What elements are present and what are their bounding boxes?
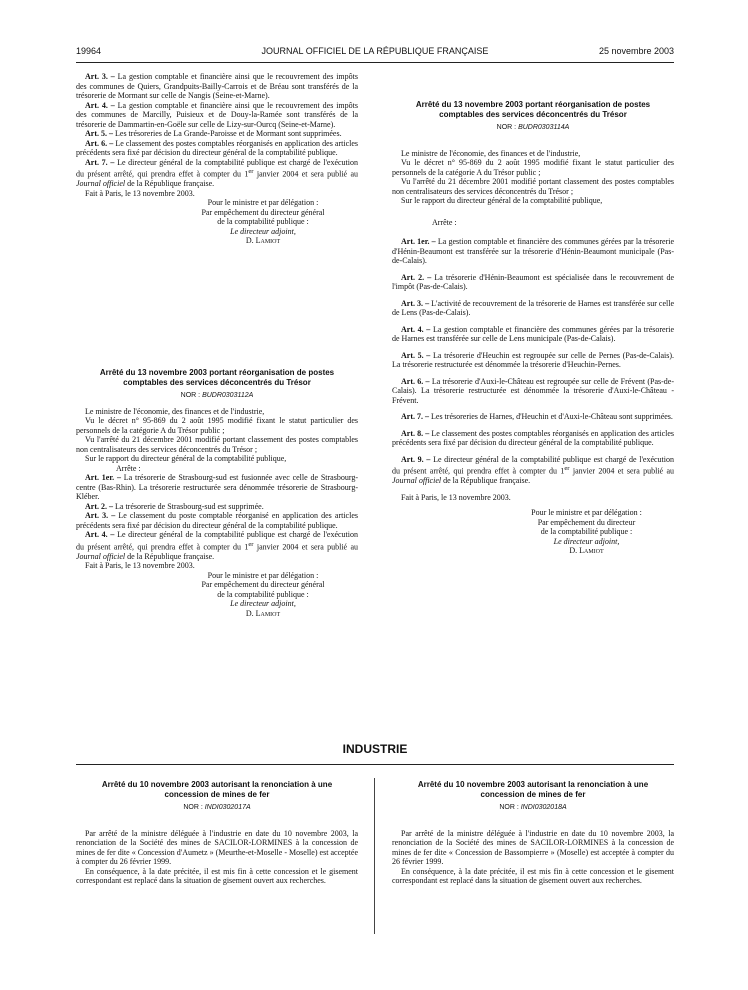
body-paragraph: Par arrêté de la ministre déléguée à l'industrie en date du 10 novembre 2003, la renonciation de la Société des mines de SACILOR-LORMINES à la concession de mines de fer dite « Concession de Bassompierre » (Moselle) est acceptée à compter du 26 février 1999. bbox=[392, 828, 674, 866]
fait-a-paris: Fait à Paris, le 13 novembre 2003. bbox=[85, 188, 195, 198]
decree-title: Arrêté du 13 novembre 2003 portant réorganisation de postes comptables des services déconcentrés du Trésor bbox=[415, 100, 651, 119]
section-rule bbox=[76, 764, 674, 765]
signature-block: Pour le ministre et par délégation : Par empêchement du directeur général de la comptabilité publique : Le directeur adjoint, D. Lamiot bbox=[201, 570, 325, 618]
preamble: Vu l'arrêté du 21 décembre 2001 modifié portant classement des postes comptables non centralisateurs des services déconcentrés du Trésor ; bbox=[392, 177, 674, 196]
decree-title: Arrêté du 10 novembre 2003 autorisant la renonciation à une concession de mines de fer bbox=[101, 780, 333, 799]
preamble: Vu l'arrêté du 21 décembre 2001 modifié portant classement des postes comptables non centralisateurs des services déconcentrés du Trésor ; bbox=[76, 435, 358, 454]
article: Art. 3. – La gestion comptable et financière ainsi que le recouvrement des impôts des communes de Quiers, Grandpuits-Bailly-Carrois et de Bréau sont transférés de la trésorerie de Mormant sur celle de Nangis (Seine-et-Marne). bbox=[76, 72, 358, 100]
preamble: Vu le décret n° 95-869 du 2 août 1995 modifié fixant le statut particulier des personnels de la catégorie A du Trésor public ; bbox=[392, 158, 674, 177]
arrete-label: Arrête : bbox=[432, 217, 457, 227]
decree-title: Arrêté du 10 novembre 2003 autorisant la renonciation à une concession de mines de fer bbox=[417, 780, 649, 799]
page-header bbox=[76, 46, 674, 60]
body-paragraph: Par arrêté de la ministre déléguée à l'industrie en date du 10 novembre 2003, la renonciation de la Société des mines de SACILOR-LORMINES à la concession de mines de fer dite « Concession d'Aumetz » (Meurthe-et-Moselle - Moselle) est acceptée à compter du 26 février 1999. bbox=[76, 828, 358, 866]
column-divider bbox=[374, 778, 375, 934]
body-paragraph: En conséquence, à la date précitée, il est mis fin à cette concession et le gisement correspondant est replacé dans la situation de gisement ouvert aux recherches. bbox=[392, 866, 674, 885]
preamble: Vu le décret n° 95-869 du 2 août 1995 modifié fixant le statut particulier des personnels de la catégorie A du Trésor public ; bbox=[76, 416, 358, 435]
left-top-block bbox=[76, 72, 358, 246]
journal-title: JOURNAL OFFICIEL DE LA RÉPUBLIQUE FRANÇAISE bbox=[261, 46, 489, 56]
signature-block: Pour le ministre et par délégation : Par empêchement du directeur général de la comptabilité publique : Le directeur adjoint, D. Lamiot bbox=[201, 198, 325, 246]
article: Art. 3. – Le classement du poste comptable réorganisé en application des articles précédents sera fixé par décision du directeur général de la comptabilité publique. bbox=[76, 511, 358, 530]
article: Art. 7. – Les trésoreries de Harnes, d'Heuchin et d'Auxi-le-Château sont supprimées. bbox=[401, 412, 673, 421]
right-top-block bbox=[392, 100, 674, 556]
left-bottom-block bbox=[76, 780, 358, 886]
article: Art. 6. – Le classement des postes comptables réorganisés en application des articles précédents sera fixé par décision du directeur général de la comptabilité publique. bbox=[76, 138, 358, 157]
body-paragraph: En conséquence, à la date précitée, il est mis fin à cette concession et le gisement correspondant est replacé dans la situation de gisement ouvert aux recherches. bbox=[76, 866, 358, 885]
article: Art. 4. – La gestion comptable et financière ainsi que le recouvrement des impôts des communes de Marcilly, Puisieux et de Douy-la-Ramée sont transférés de la trésorerie de Dammartin-en-Goële sur celle de Lizy-sur-Ourcq (Seine-et-Marne). bbox=[76, 100, 358, 129]
left-mid-block bbox=[76, 368, 358, 618]
nor-reference: NOR : BUDR0303112A bbox=[180, 392, 254, 399]
right-bottom-block bbox=[392, 780, 674, 886]
preamble: Le ministre de l'économie, des finances et de l'industrie, bbox=[85, 406, 265, 416]
preamble: Le ministre de l'économie, des finances et de l'industrie, bbox=[401, 148, 581, 158]
header-rule bbox=[76, 62, 674, 63]
nor-reference: NOR : INDI0302017A bbox=[183, 804, 251, 811]
article: Art. 4. – Le directeur général de la comptabilité publique est chargé de l'exécution du présent arrêté, qui prendra effet à compter du 1er janvier 2004 et sera publié au Journal officiel de la République française. bbox=[76, 530, 358, 561]
article: Art. 4. – La gestion comptable et financière des communes gérées par la trésorerie de Harnes est transférée sur celle de Lens municipale (Pas-de-Calais). bbox=[392, 324, 675, 343]
decree-title: Arrêté du 13 novembre 2003 portant réorganisation de postes comptables des services déconcentrés du Trésor bbox=[99, 368, 335, 387]
issue-date: 25 novembre 2003 bbox=[598, 46, 674, 56]
preamble: Sur le rapport du directeur général de la comptabilité publique, bbox=[85, 454, 287, 463]
article: Art. 7. – Le directeur général de la comptabilité publique est chargé de l'exécution du présent arrêté, qui prendra effet à compter du 1er janvier 2004 et sera publié au Journal officiel de la République française. bbox=[76, 157, 358, 189]
nor-reference: NOR : INDI0302018A bbox=[499, 804, 567, 811]
nor-reference: NOR : BUDR0303114A bbox=[496, 124, 570, 131]
fait-a-paris: Fait à Paris, le 13 novembre 2003. bbox=[401, 492, 511, 502]
article: Art. 1er. – La gestion comptable et financière des communes gérées par la trésorerie d'Hénin-Beaumont est transférée sur la trésorerie d'Hénin-Beaumont municipale (Pas-de-Calais). bbox=[392, 237, 675, 265]
signature-block: Pour le ministre et par délégation : Par empêchement du directeur de la comptabilité publique : Le directeur adjoint, D. Lamiot bbox=[531, 508, 642, 556]
fait-a-paris: Fait à Paris, le 13 novembre 2003. bbox=[85, 561, 195, 571]
section-heading: INDUSTRIE bbox=[342, 742, 408, 756]
article: Art. 8. – Le classement des postes comptables réorganisés en application des articles précédents sera fixé par décision du directeur général de la comptabilité publique. bbox=[392, 428, 674, 447]
article: Art. 9. – Le directeur général de la comptabilité publique est chargé de l'exécution du présent arrêté, qui prendra effet à compter du 1er janvier 2004 et sera publié au Journal officiel de la République française. bbox=[392, 454, 674, 486]
article: Art. 5. – Les trésoreries de La Grande-Paroisse et de Mormant sont supprimées. bbox=[85, 129, 342, 138]
preamble: Sur le rapport du directeur général de la comptabilité publique, bbox=[401, 196, 603, 205]
article: Art. 3. – L'activité de recouvrement de la trésorerie de Harnes est transférée sur celle de Lens (Pas-de-Calais). bbox=[392, 298, 674, 317]
arrete-label: Arrête : bbox=[116, 463, 141, 473]
article: Art. 6. – La trésorerie d'Auxi-le-Château est regroupée sur celle de Frévent (Pas-de-Calais). La trésorerie restructurée est dénommée la trésorerie d'Auxi-le-Château - Frévent. bbox=[392, 376, 675, 405]
article: Art. 1er. – La trésorerie de Strasbourg-sud est fusionnée avec celle de Strasbourg-centre (Bas-Rhin). La trésorerie restructurée sera dénommée trésorerie de Strasbourg-Kléber. bbox=[76, 473, 359, 501]
article: Art. 5. – La trésorerie d'Heuchin est regroupée sur celle de Pernes (Pas-de-Calais). La trésorerie restructurée est dénommée la trésorerie d'Heuchin-Pernes. bbox=[392, 350, 674, 369]
page-number: 19964 bbox=[76, 46, 102, 56]
article: Art. 2. – La trésorerie de Strasbourg-sud est supprimée. bbox=[85, 501, 264, 511]
article: Art. 2. – La trésorerie d'Hénin-Beaumont est spécialisée dans le recouvrement de l'impôt (Pas-de-Calais). bbox=[392, 272, 674, 291]
